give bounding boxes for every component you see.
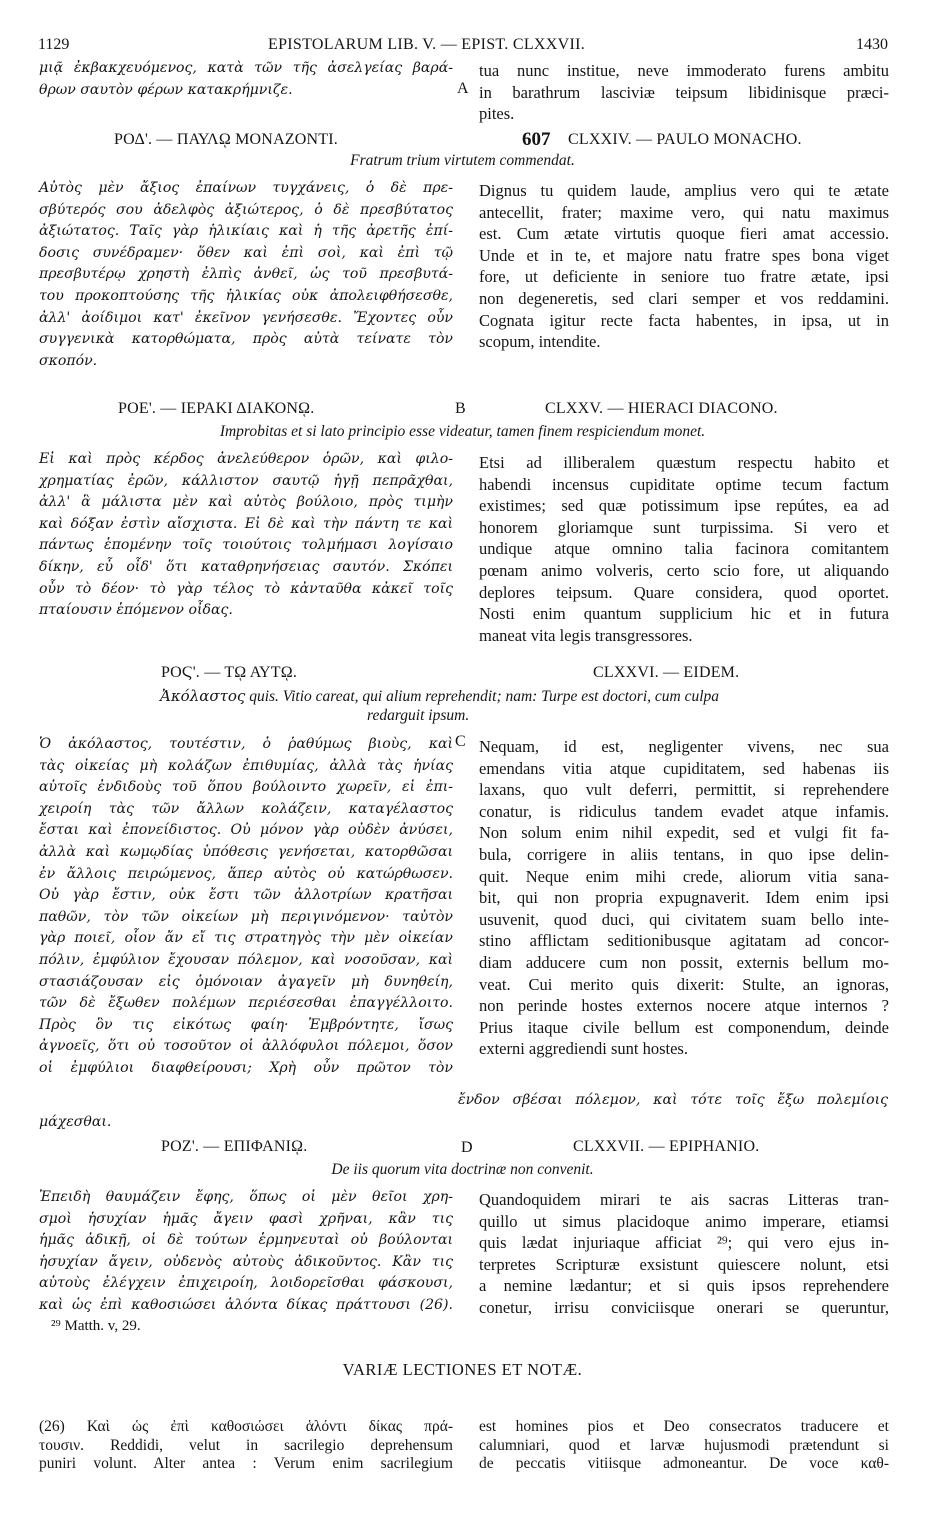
latin-line: Nosti enim quantum supplicium hic et in futura: [479, 604, 889, 624]
latin-line: honorem gloriamque sunt turpissima. Si vero et: [479, 517, 889, 537]
note-line: (26) Καὶ ὡς ἐπὶ καθοσιώσει ἁλόντι δίκας πρά-: [39, 1418, 453, 1435]
latin-line: habendi incensus cupiditate optime tecum factum: [479, 474, 889, 494]
latin-line: deplores teipsum. Quare considera, quod oportet.: [479, 582, 889, 602]
greek-line: οἱ ἐμφύλιοι διαφθείρουσι; Χρὴ οὖν πρῶτον τὸν: [39, 1059, 453, 1076]
section-latin-title: CLXXV. — HIERACI DIACONO.: [545, 400, 778, 417]
greek-line: χειροίη τὰς τῶν ἄλλων κολάζειν, καταγέλαστος: [39, 800, 453, 817]
latin-line: pites.: [479, 104, 515, 124]
greek-line: μάχεσθαι.: [39, 1114, 112, 1130]
footnote: ²⁹ Matth. v, 29.: [51, 1318, 141, 1334]
latin-line: Etsi ad illiberalem quæstum respectu habito et: [479, 453, 889, 472]
latin-line: quillo ut simus placidoque animo imperare, etiamsi: [479, 1211, 889, 1231]
latin-line: non degeneretis, sed clari semper et vos reddamini.: [479, 288, 889, 308]
note-line: calumniari, quod et larvæ hujusmodi prætendunt si: [479, 1436, 889, 1454]
section-latin-title: CLXXIV. — PAULO MONACHO.: [568, 131, 802, 148]
greek-line: χρηματίας ἐρῶν, κάλλιστον σαυτῷ ἡγῇ πεπρᾶχθαι,: [39, 472, 453, 489]
latin-line: in barathrum lasciviæ teipsum libidinisque præci-: [479, 82, 889, 102]
greek-line: τὰς οἰκείας μὴ κολάζων ἐπιθυμίας, ἀλλὰ τὰς ἡνίας: [39, 757, 453, 774]
greek-line: ἡσυχίαν ἄγειν, οὐδενὸς αὐτοὺς ἀδικοῦντος. Κἂν τις: [39, 1253, 453, 1270]
margin-letter-b: B: [455, 400, 466, 417]
greek-line: του προκοπτούσης τῆς ἡλικίας οὐκ ἀπολειφθήσεσθε,: [39, 287, 453, 304]
greek-line: θρων σαυτὸν φέρων κατακρήμνιζε.: [39, 81, 293, 98]
page-number-right: 1430: [856, 36, 888, 53]
latin-line: conatur, is ridiculus tandem evadet atque infamis.: [479, 801, 889, 821]
greek-line: γὰρ ποιεῖ, οἷον ἄν εἴ τις στρατηγὸς τὴν μὲν οἰκείαν: [39, 930, 453, 947]
section-subtitle: Fratrum trium virtutem commendat.: [350, 152, 575, 169]
greek-line: ἡμᾶς ἀδικῇ, οἱ δὲ τούτων ἑρμηνευταὶ οὐ βούλονται: [39, 1232, 453, 1249]
margin-letter-d: D: [461, 1139, 473, 1156]
latin-line: emendans vitia atque cupiditatem, sed habenas iis: [479, 758, 889, 778]
greek-line: πόλιν, ἐμφύλιον ἔχουσαν πόλεμον, καὶ νοσοῦσαν, καὶ: [39, 951, 453, 968]
greek-line: ἔσται καὶ ἐπονείδιστος. Οὐ μόνον γὰρ οὐδὲν ἀνύσει,: [39, 822, 453, 839]
running-title: EPISTOLARUM LIB. V. — EPIST. CLXXVII.: [268, 36, 586, 53]
greek-line: στασιάζουσαν εἰς ὁμόνοιαν ἀγαγεῖν μὴ δυνηθείη,: [39, 973, 453, 990]
latin-line: terpretes Scripturæ exsistunt quiescere nolunt, etsi: [479, 1254, 889, 1274]
section-greek-text: [39, 178, 453, 372]
latin-line: laxans, quo vult deferri, permittit, si reprehendere: [479, 780, 889, 800]
greek-line: δοσις συνέδραμεν· ὅθεν καὶ ἐπὶ σοὶ, καὶ ἐπὶ τῷ: [39, 244, 453, 261]
latin-line: Quandoquidem mirari te ais sacras Litteras tran-: [479, 1190, 889, 1209]
section-latin-text: [479, 180, 889, 353]
latin-line: bit, qui non propria expugnaverit. Idem enim ipsi: [479, 888, 889, 908]
greek-line: πταίουσιν ἑπόμενον οἶδας.: [39, 602, 233, 619]
latin-line: undique atque omnino talia facinora comitantem: [479, 539, 889, 559]
section-latin-text: [479, 736, 889, 1060]
section-greek-title: ΡΟϚ'. — Τῼ ΑΥΤῼ.: [161, 664, 298, 681]
latin-line: bula, corrigere in aliis tentans, in quo ipse delin-: [479, 844, 889, 864]
greek-line: καὶ δόξαν ἐστὶν αἴσχιστα. Εἰ δὲ καὶ τὴν πάντη τε καὶ: [39, 515, 453, 532]
latin-line: externi aggrediendi sunt hostes.: [479, 1039, 688, 1059]
latin-line: maneat vita legis transgressores.: [479, 625, 693, 645]
section-subtitle-cont: redarguit ipsum.: [367, 707, 470, 724]
latin-line: scopum, intendite.: [479, 332, 601, 352]
greek-line: Ὁ ἀκόλαστος, τουτέστιν, ὁ ῥαθύμως βιοὺς, καὶ: [39, 736, 453, 752]
section-greek-text: [39, 449, 453, 622]
section-greek-text: [39, 1187, 453, 1317]
latin-line: est. Cum ætate virtutis quoque fieri amat accessio.: [479, 224, 889, 244]
section-greek-text: [39, 734, 453, 1080]
section-latin-title: CLXXVI. — EIDEM.: [593, 664, 740, 681]
section-subtitle: De iis quorum vita doctrinæ non convenit.: [331, 1161, 594, 1178]
top-latin-block: [479, 60, 889, 125]
greek-line: ἀξιώτατος. Ταῖς γὰρ ἡλικίαις καὶ ἡ τῆς ἀρετῆς ἐπί-: [39, 223, 453, 240]
column-number: 607: [522, 129, 551, 150]
greek-line: σβύτερός σου ἀδελφὸς ἀξιώτερος, ὁ δὲ πρεσβύτατος: [39, 201, 453, 218]
section-latin-text: [479, 452, 889, 646]
page-number-left: 1129: [38, 36, 70, 53]
greek-line: συγγενικὰ κατορθώματα, πρὸς αὐτὰ τείνατε τὸν: [39, 331, 453, 348]
subtitle-greek-word: Ἀκόλαστος: [160, 687, 246, 705]
section-greek-title: ΡΟΖ'. — ΕΠΙΦΑΝΙῼ.: [161, 1138, 308, 1155]
note-line: τουσιν. Reddidi, velut in sacrilegio deprehensum: [39, 1436, 453, 1454]
notes-right: [479, 1418, 889, 1474]
greek-line: ἀλλ' ἃ μάλιστα μὲν καὶ αὐτὸς βούλοιο, πρὸς τιμὴν: [39, 494, 453, 511]
latin-line: tua nunc institue, neve immoderato furens ambitu: [479, 61, 889, 80]
greek-line: τῶν δὲ ἔξωθεν πολέμων περιέσεσθαι ἐπαγγέλλοιτο.: [39, 995, 453, 1012]
greek-line: ἀλλ' ἀοίδιμοι κατ' ἐκεῖνον γενήσεσθε. Ἔχοντες οὖν: [39, 309, 453, 326]
subtitle-text: quis. Vitio careat, qui alium reprehendit; nam: Turpe est doctori, cum culpa: [249, 688, 720, 705]
greek-line: σμοὶ ἡσυχίαν ἡμᾶς ἄγειν φασὶ χρῆναι, κἂν τις: [39, 1210, 453, 1227]
latin-line: non perinde hostes externos nocere atque internos ?: [479, 996, 889, 1016]
greek-line: Εἰ καὶ πρὸς κέρδος ἀνελεύθερον ὁρῶν, καὶ φιλο-: [39, 451, 453, 467]
section-subtitle: Improbitas et si lato principio esse videatur, tamen finem respiciendum monet.: [219, 423, 706, 440]
greek-line: ἀλλὰ καὶ κωμῳδίας ὑπόθεσις γενήσεται, κατορθῶσαι: [39, 843, 453, 860]
notes-title: VARIÆ LECTIONES ET NOTÆ.: [342, 1360, 583, 1379]
greek-line: παθῶν, τὸν τῶν οἰκείων μὴ περιγινόμενον· ταὐτὸν: [39, 908, 453, 925]
latin-line: existimes; sed quæ potissimum ipse repútes, ea ad: [479, 496, 889, 516]
latin-line: Prius itaque civile bellum est componendum, deinde: [479, 1017, 889, 1037]
section-latin-text: [479, 1189, 889, 1319]
note-line: est homines pios et Deo consecratos traducere et: [479, 1418, 889, 1435]
greek-line: πρεσβυτέρῳ χρηστὴ ἐλπὶς ἀνθεῖ, ὡς τοῦ πρεσβυτά-: [39, 266, 453, 283]
latin-line: quit. Neque enim mihi crede, aliorum vitia sana-: [479, 866, 889, 886]
latin-line: stino afflictam seditionibusque agitatam ad concor-: [479, 931, 889, 951]
greek-line: αὐτοὺς ἐλέγχειν ἐπιχειροίη, λοιδορεῖσθαι φάσκουσι,: [39, 1275, 453, 1292]
note-line: de peccatis vitiisque admoneantur. De voce καθ-: [479, 1455, 889, 1472]
latin-line: Cognata igitur recte facta habentes, in ipsa, ut in: [479, 310, 889, 330]
latin-line: conetur, irrisu conviciisque onerari se queruntur,: [479, 1297, 889, 1317]
latin-line: Dignus tu quidem laude, amplius vero qui te ætate: [479, 181, 889, 200]
greek-line: Ἐπειδὴ θαυμάζειν ἔφης, ὅπως οἱ μὲν θεῖοι χρη-: [39, 1189, 453, 1205]
greek-line: Πρὸς ὃν τις εἰκότως φαίη· Ἐμβρόντητε, ἴσως: [39, 1016, 453, 1033]
section-greek-title: ΡΟΔ'. — ΠΑΥΛῼ ΜΟΝΑΖΟΝΤΙ.: [114, 131, 339, 148]
greek-line: οὖν τὸ δέον· τὸ γὰρ τέλος τὸ κἀνταῦθα κἀκεῖ τοῖς: [39, 580, 453, 597]
latin-line: fore, ut deficiente in seniore tuo fratre ætate, ipsi: [479, 267, 889, 287]
greek-line: Οὐ γὰρ ἔστιν, οὐκ ἔστι τῶν ἀλλοτρίων κρατῆσαι: [39, 887, 453, 904]
latin-line: usuvenit, quod duci, qui civitatem suam bello inte-: [479, 909, 889, 929]
greek-line: Αὐτὸς μὲν ἄξιος ἐπαίνων τυγχάνεις, ὁ δὲ πρε-: [39, 180, 453, 196]
latin-line: quis lædat injuriaque afficiat ²⁹; qui vero ejus in-: [479, 1233, 889, 1253]
latin-line: pœnam animo volveris, certo scio fore, ut aliquando: [479, 560, 889, 580]
greek-line: αὐτοῖς ἐνδιδοὺς τοῦ ὅπου βούλοιντο χωρεῖν, εἰ ἐπι-: [39, 779, 453, 796]
top-greek-block: [39, 58, 453, 101]
latin-line: veat. Cui merito quis dixerit: Stulte, an ignoras,: [479, 974, 889, 994]
margin-letter-c: C: [455, 733, 466, 750]
greek-line: μιᾷ ἐκβακχευόμενος, κατὰ τῶν τῆς ἀσελγείας βαρά-: [39, 60, 453, 76]
greek-line: δίκην, εὖ οἶδ' ὅτι καταθρηνήσειας σαυτόν. Σκόπει: [39, 558, 453, 575]
greek-line: ἐν ἄλλοις πειρώμενος, ἅπερ αὐτὸς οὐ κατώρθωσεν.: [39, 865, 453, 882]
greek-line: καὶ ὡς ἐπὶ καθοσιώσει ἁλόντα δίκας πράττουσι (26).: [39, 1296, 453, 1313]
latin-line: diam adducere cum non possit, externis bellum mo-: [479, 952, 889, 972]
margin-letter-a: A: [457, 80, 469, 97]
latin-line: antecellit, frater; maxime vero, qui natu maximus: [479, 202, 889, 222]
notes-left: [39, 1418, 453, 1474]
latin-line: Unde et in te, et majore natu fratre spes bona viget: [479, 245, 889, 265]
greek-spanning-line: ἔνδον σβέσαι πόλεμον, καὶ τότε τοῖς ἔξω πολεμίοις: [458, 1092, 888, 1108]
greek-line: σκοπόν.: [39, 352, 98, 369]
section-greek-title: ΡΟΕ'. — ΙΕΡΑΚΙ ΔΙΑΚΟΝῼ.: [118, 400, 315, 417]
latin-line: Non solum enim nihil expedit, sed et vulgi fit fa-: [479, 823, 889, 843]
note-line: puniri volunt. Alter antea : Verum enim sacrilegium: [39, 1455, 453, 1472]
greek-line: πάντως ἑπομένην τοῖς τοιούτοις τολμήμασι λογίσαιο: [39, 537, 453, 554]
section-subtitle: [160, 687, 719, 706]
latin-line: a nemine lædantur; et si quis ipsos reprehendere: [479, 1276, 889, 1296]
greek-line: ἀγνοεῖς, ὅτι οὐ τοσοῦτον οἱ ἀλλόφυλοι πόλεμοι, ὅσον: [39, 1038, 453, 1055]
section-latin-title: CLXXVII. — EPIPHANIO.: [573, 1138, 760, 1155]
latin-line: Nequam, id est, negligenter vivens, nec sua: [479, 737, 889, 756]
